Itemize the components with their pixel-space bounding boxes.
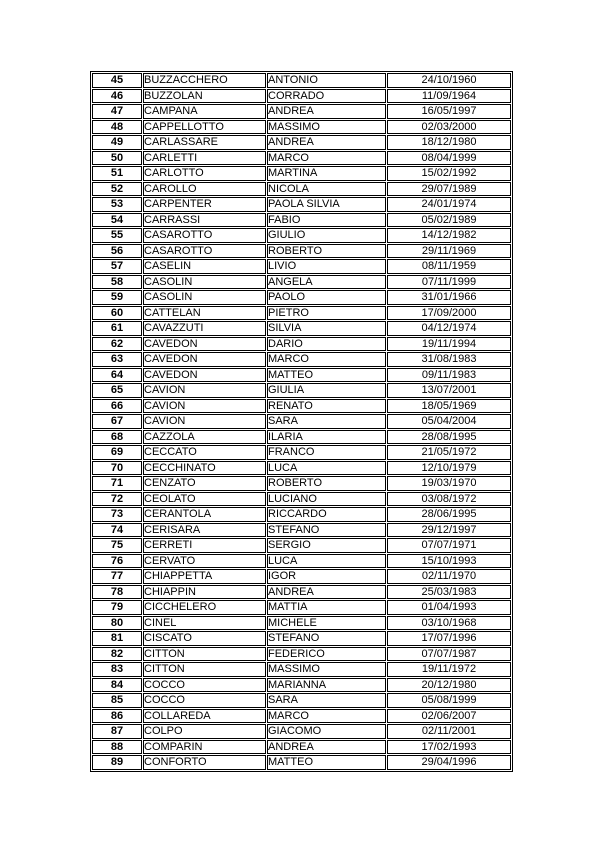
row-number-cell: 73 [92, 507, 142, 522]
birth-date-cell: 07/11/1999 [387, 275, 511, 290]
table-row [92, 275, 511, 290]
row-number-cell: 65 [92, 383, 142, 398]
surname-cell: CHIAPPETTA [143, 569, 266, 584]
first-name-cell: STEFANO [267, 523, 386, 538]
birth-date-cell: 01/04/1993 [387, 600, 511, 615]
first-name-cell: GIULIO [267, 228, 386, 243]
first-name-cell: STEFANO [267, 631, 386, 646]
table-row [92, 445, 511, 460]
birth-date-cell: 17/07/1996 [387, 631, 511, 646]
row-number-cell: 69 [92, 445, 142, 460]
row-number-cell: 45 [92, 73, 142, 88]
surname-cell: CENZATO [143, 476, 266, 491]
surname-cell: CECCHINATO [143, 461, 266, 476]
first-name-cell: ANDREA [267, 135, 386, 150]
birth-date-cell: 07/07/1971 [387, 538, 511, 553]
table-row [92, 569, 511, 584]
surname-cell: CICCHELERO [143, 600, 266, 615]
surname-cell: CATTELAN [143, 306, 266, 321]
birth-date-cell: 28/08/1995 [387, 430, 511, 445]
row-number-cell: 61 [92, 321, 142, 336]
row-number-cell: 80 [92, 616, 142, 631]
birth-date-cell: 05/04/2004 [387, 414, 511, 429]
surname-cell: CITTON [143, 662, 266, 677]
row-number-cell: 85 [92, 693, 142, 708]
birth-date-cell: 19/11/1994 [387, 337, 511, 352]
first-name-cell: MARCO [267, 151, 386, 166]
row-number-cell: 82 [92, 647, 142, 662]
table-row [92, 647, 511, 662]
first-name-cell: LUCA [267, 554, 386, 569]
surname-cell: CEOLATO [143, 492, 266, 507]
surname-cell: CAVAZZUTI [143, 321, 266, 336]
table-row [92, 151, 511, 166]
first-name-cell: NICOLA [267, 182, 386, 197]
birth-date-cell: 15/10/1993 [387, 554, 511, 569]
row-number-cell: 54 [92, 213, 142, 228]
surname-cell: CISCATO [143, 631, 266, 646]
birth-date-cell: 17/09/2000 [387, 306, 511, 321]
birth-date-cell: 31/08/1983 [387, 352, 511, 367]
first-name-cell: ANDREA [267, 740, 386, 755]
surname-cell: BUZZOLAN [143, 89, 266, 104]
table-row [92, 662, 511, 677]
table-row [92, 104, 511, 119]
first-name-cell: ANDREA [267, 585, 386, 600]
row-number-cell: 62 [92, 337, 142, 352]
table-row [92, 383, 511, 398]
first-name-cell: ANTONIO [267, 73, 386, 88]
birth-date-cell: 09/11/1983 [387, 368, 511, 383]
row-number-cell: 58 [92, 275, 142, 290]
birth-date-cell: 29/04/1996 [387, 755, 511, 770]
birth-date-cell: 19/11/1972 [387, 662, 511, 677]
row-number-cell: 46 [92, 89, 142, 104]
birth-date-cell: 05/02/1989 [387, 213, 511, 228]
birth-date-cell: 02/11/2001 [387, 724, 511, 739]
surname-cell: CHIAPPIN [143, 585, 266, 600]
row-number-cell: 53 [92, 197, 142, 212]
birth-date-cell: 25/03/1983 [387, 585, 511, 600]
surname-cell: CAVION [143, 399, 266, 414]
first-name-cell: FEDERICO [267, 647, 386, 662]
roster-table-body [92, 73, 511, 770]
table-row [92, 337, 511, 352]
row-number-cell: 81 [92, 631, 142, 646]
row-number-cell: 57 [92, 259, 142, 274]
surname-cell: COCCO [143, 678, 266, 693]
table-row [92, 368, 511, 383]
first-name-cell: FRANCO [267, 445, 386, 460]
first-name-cell: GIULIA [267, 383, 386, 398]
surname-cell: CONFORTO [143, 755, 266, 770]
table-row [92, 755, 511, 770]
first-name-cell: MARCO [267, 352, 386, 367]
birth-date-cell: 19/03/1970 [387, 476, 511, 491]
surname-cell: CARLASSARE [143, 135, 266, 150]
first-name-cell: FABIO [267, 213, 386, 228]
birth-date-cell: 12/10/1979 [387, 461, 511, 476]
surname-cell: CASAROTTO [143, 228, 266, 243]
first-name-cell: MASSIMO [267, 120, 386, 135]
table-row [92, 600, 511, 615]
surname-cell: COCCO [143, 693, 266, 708]
row-number-cell: 47 [92, 104, 142, 119]
surname-cell: CAVION [143, 383, 266, 398]
birth-date-cell: 29/11/1969 [387, 244, 511, 259]
table-row [92, 476, 511, 491]
row-number-cell: 71 [92, 476, 142, 491]
surname-cell: CARRASSI [143, 213, 266, 228]
birth-date-cell: 20/12/1980 [387, 678, 511, 693]
row-number-cell: 86 [92, 709, 142, 724]
table-row [92, 73, 511, 88]
birth-date-cell: 08/11/1959 [387, 259, 511, 274]
table-row [92, 709, 511, 724]
table-row [92, 120, 511, 135]
surname-cell: CAVEDON [143, 352, 266, 367]
birth-date-cell: 29/07/1989 [387, 182, 511, 197]
first-name-cell: GIACOMO [267, 724, 386, 739]
table-row [92, 135, 511, 150]
row-number-cell: 67 [92, 414, 142, 429]
first-name-cell: MASSIMO [267, 662, 386, 677]
table-row [92, 166, 511, 181]
table-row [92, 259, 511, 274]
first-name-cell: LIVIO [267, 259, 386, 274]
row-number-cell: 50 [92, 151, 142, 166]
table-row [92, 724, 511, 739]
table-row [92, 89, 511, 104]
roster-table [90, 71, 513, 772]
first-name-cell: MATTIA [267, 600, 386, 615]
first-name-cell: ROBERTO [267, 476, 386, 491]
table-row [92, 554, 511, 569]
surname-cell: CINEL [143, 616, 266, 631]
table-row [92, 523, 511, 538]
first-name-cell: ANGELA [267, 275, 386, 290]
first-name-cell: MARTINA [267, 166, 386, 181]
table-row [92, 399, 511, 414]
first-name-cell: ROBERTO [267, 244, 386, 259]
table-row [92, 352, 511, 367]
row-number-cell: 51 [92, 166, 142, 181]
first-name-cell: CORRADO [267, 89, 386, 104]
table-row [92, 213, 511, 228]
table-row [92, 492, 511, 507]
row-number-cell: 88 [92, 740, 142, 755]
surname-cell: CASOLIN [143, 290, 266, 305]
birth-date-cell: 04/12/1974 [387, 321, 511, 336]
table-row [92, 507, 511, 522]
birth-date-cell: 02/03/2000 [387, 120, 511, 135]
row-number-cell: 77 [92, 569, 142, 584]
surname-cell: CAVEDON [143, 337, 266, 352]
first-name-cell: MARIANNA [267, 678, 386, 693]
birth-date-cell: 17/02/1993 [387, 740, 511, 755]
surname-cell: CITTON [143, 647, 266, 662]
birth-date-cell: 03/08/1972 [387, 492, 511, 507]
surname-cell: CERVATO [143, 554, 266, 569]
first-name-cell: SARA [267, 414, 386, 429]
table-row [92, 585, 511, 600]
surname-cell: CAZZOLA [143, 430, 266, 445]
table-row [92, 616, 511, 631]
surname-cell: BUZZACCHERO [143, 73, 266, 88]
first-name-cell: PAOLA SILVIA [267, 197, 386, 212]
surname-cell: CAVEDON [143, 368, 266, 383]
birth-date-cell: 31/01/1966 [387, 290, 511, 305]
row-number-cell: 48 [92, 120, 142, 135]
first-name-cell: LUCIANO [267, 492, 386, 507]
row-number-cell: 79 [92, 600, 142, 615]
surname-cell: COMPARIN [143, 740, 266, 755]
table-row [92, 740, 511, 755]
birth-date-cell: 15/02/1992 [387, 166, 511, 181]
birth-date-cell: 16/05/1997 [387, 104, 511, 119]
birth-date-cell: 28/06/1995 [387, 507, 511, 522]
birth-date-cell: 02/11/1970 [387, 569, 511, 584]
birth-date-cell: 08/04/1999 [387, 151, 511, 166]
birth-date-cell: 13/07/2001 [387, 383, 511, 398]
birth-date-cell: 24/01/1974 [387, 197, 511, 212]
first-name-cell: DARIO [267, 337, 386, 352]
row-number-cell: 52 [92, 182, 142, 197]
surname-cell: CAPPELLOTTO [143, 120, 266, 135]
row-number-cell: 56 [92, 244, 142, 259]
surname-cell: CASOLIN [143, 275, 266, 290]
first-name-cell: ILARIA [267, 430, 386, 445]
birth-date-cell: 05/08/1999 [387, 693, 511, 708]
row-number-cell: 60 [92, 306, 142, 321]
first-name-cell: RENATO [267, 399, 386, 414]
surname-cell: CECCATO [143, 445, 266, 460]
row-number-cell: 70 [92, 461, 142, 476]
surname-cell: CARLOTTO [143, 166, 266, 181]
first-name-cell: MICHELE [267, 616, 386, 631]
row-number-cell: 75 [92, 538, 142, 553]
first-name-cell: PIETRO [267, 306, 386, 321]
surname-cell: CASAROTTO [143, 244, 266, 259]
first-name-cell: RICCARDO [267, 507, 386, 522]
birth-date-cell: 18/05/1969 [387, 399, 511, 414]
first-name-cell: MATTEO [267, 755, 386, 770]
surname-cell: COLPO [143, 724, 266, 739]
row-number-cell: 76 [92, 554, 142, 569]
surname-cell: CAROLLO [143, 182, 266, 197]
row-number-cell: 66 [92, 399, 142, 414]
first-name-cell: MATTEO [267, 368, 386, 383]
birth-date-cell: 14/12/1982 [387, 228, 511, 243]
table-row [92, 430, 511, 445]
table-row [92, 290, 511, 305]
first-name-cell: LUCA [267, 461, 386, 476]
first-name-cell: ANDREA [267, 104, 386, 119]
row-number-cell: 68 [92, 430, 142, 445]
surname-cell: CERANTOLA [143, 507, 266, 522]
surname-cell: COLLAREDA [143, 709, 266, 724]
birth-date-cell: 11/09/1964 [387, 89, 511, 104]
table-row [92, 414, 511, 429]
first-name-cell: SARA [267, 693, 386, 708]
row-number-cell: 49 [92, 135, 142, 150]
table-row [92, 321, 511, 336]
row-number-cell: 87 [92, 724, 142, 739]
row-number-cell: 55 [92, 228, 142, 243]
table-row [92, 678, 511, 693]
table-row [92, 461, 511, 476]
surname-cell: CARLETTI [143, 151, 266, 166]
row-number-cell: 64 [92, 368, 142, 383]
row-number-cell: 72 [92, 492, 142, 507]
row-number-cell: 63 [92, 352, 142, 367]
row-number-cell: 83 [92, 662, 142, 677]
birth-date-cell: 07/07/1987 [387, 647, 511, 662]
surname-cell: CERISARA [143, 523, 266, 538]
row-number-cell: 59 [92, 290, 142, 305]
row-number-cell: 78 [92, 585, 142, 600]
surname-cell: CAVION [143, 414, 266, 429]
row-number-cell: 89 [92, 755, 142, 770]
surname-cell: CASELIN [143, 259, 266, 274]
birth-date-cell: 29/12/1997 [387, 523, 511, 538]
table-row [92, 631, 511, 646]
birth-date-cell: 18/12/1980 [387, 135, 511, 150]
table-row [92, 182, 511, 197]
birth-date-cell: 21/05/1972 [387, 445, 511, 460]
surname-cell: CERRETI [143, 538, 266, 553]
table-row [92, 693, 511, 708]
surname-cell: CARPENTER [143, 197, 266, 212]
first-name-cell: SERGIO [267, 538, 386, 553]
surname-cell: CAMPANA [143, 104, 266, 119]
table-row [92, 197, 511, 212]
table-row [92, 228, 511, 243]
table-row [92, 306, 511, 321]
first-name-cell: PAOLO [267, 290, 386, 305]
first-name-cell: SILVIA [267, 321, 386, 336]
row-number-cell: 74 [92, 523, 142, 538]
birth-date-cell: 02/06/2007 [387, 709, 511, 724]
first-name-cell: MARCO [267, 709, 386, 724]
table-row [92, 244, 511, 259]
first-name-cell: IGOR [267, 569, 386, 584]
table-row [92, 538, 511, 553]
row-number-cell: 84 [92, 678, 142, 693]
birth-date-cell: 03/10/1968 [387, 616, 511, 631]
birth-date-cell: 24/10/1960 [387, 73, 511, 88]
